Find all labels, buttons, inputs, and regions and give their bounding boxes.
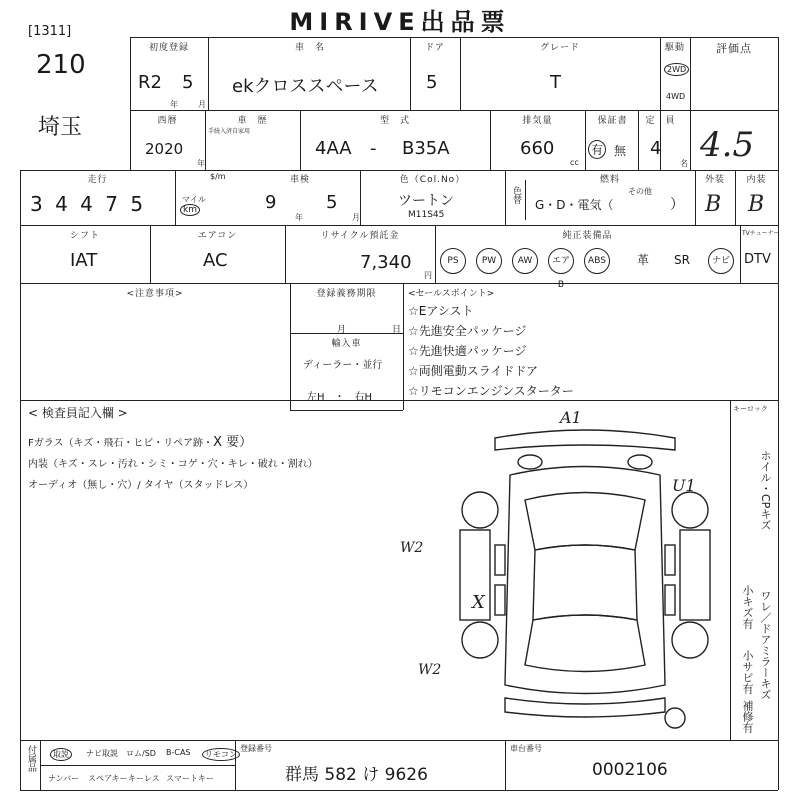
accessory-smart-key: スマートキー (166, 774, 214, 783)
reg-label: 初度登録 (148, 43, 189, 53)
sales-label: <セールスポイント> (408, 289, 495, 299)
year-unit: 年 (197, 159, 205, 168)
form-title: MIRIVE出品票 (289, 8, 511, 36)
door-label: ドア (425, 43, 445, 53)
inspect-label: 車検 (289, 175, 310, 185)
color: ツートン (398, 193, 454, 209)
color-code: M11S45 (408, 210, 445, 220)
accessory-navi-manual: ナビ取説 (86, 749, 118, 758)
fuel-close: ） (670, 197, 684, 213)
deadline-day: 日 (392, 325, 402, 335)
sales-point: ☆先進安全パッケージ (408, 324, 527, 338)
lot-number: 210 (36, 50, 86, 80)
ext-grade: B (705, 192, 722, 217)
drive-4wd: 4WD (666, 92, 686, 101)
lot-code: [1311] (28, 24, 72, 39)
equip-label: 純正装備品 (562, 231, 613, 241)
interior-line: 内装（キズ・スレ・汚れ・シミ・コゲ・穴・キレ・破れ・割れ） (28, 459, 318, 470)
month-label: 月 (198, 100, 206, 109)
score-label: 評価点 (716, 42, 752, 55)
reg-month: 5 (182, 72, 194, 93)
dealer-option: ディーラー・並行 (303, 360, 383, 371)
mileage-label: 走行 (87, 175, 108, 185)
reg-deadline-label: 登録義務期限 (316, 289, 377, 299)
equip-abs: ABS (584, 248, 610, 274)
inspect-month: 5 (326, 192, 338, 213)
grade: T (550, 72, 561, 93)
doors: 5 (426, 72, 438, 93)
ext-label: 外装 (704, 175, 725, 185)
warranty-no: 無 (614, 144, 627, 158)
ac-label: エアコン (197, 231, 238, 241)
displacement: 660 (520, 138, 555, 159)
mark-w2: W2 (400, 540, 424, 556)
model-name: ekクロススペース (232, 76, 379, 97)
type-prefix: 4AA (315, 138, 352, 159)
audio-tire-line: オーディオ（無し・穴）/ タイヤ（スタッドレス） (28, 480, 254, 491)
serial-label: 車台番号 (510, 744, 542, 753)
equip-airbag: エアB (548, 248, 574, 274)
mark-x: X (472, 592, 485, 613)
warranty-label: 保証書 (597, 116, 628, 126)
seats: 4 (650, 138, 662, 159)
equip-leather: 革 (636, 253, 649, 267)
region: 埼玉 (38, 115, 83, 140)
car-diagram (455, 420, 715, 730)
aircon: AC (203, 250, 228, 271)
seats-label: 定 員 (645, 116, 676, 126)
warranty-yes: 有 (588, 140, 606, 159)
mile-label: マイル (182, 195, 206, 204)
fuel-label: 燃料 (599, 175, 620, 185)
cc-label: 排気量 (522, 116, 553, 126)
reg-era: R2 (138, 72, 162, 93)
mileage-unit-label: $/m (210, 172, 226, 181)
int-grade: B (748, 192, 765, 217)
sales-point: ☆Eアシスト (408, 304, 474, 318)
tuner-label: TVチューナー (742, 230, 780, 237)
plate-label: 登録番号 (240, 744, 272, 753)
import-label: 輸入車 (331, 339, 362, 349)
color-swap-label: 色替 (511, 186, 521, 204)
accessory-plate: ナンバー (48, 774, 80, 783)
accessory-rom: ロム/SD (126, 749, 156, 758)
windshield-line: Fガラス（キズ・飛石・ヒビ・リペア跡・X 要） (28, 435, 253, 450)
equip-sr: SR (674, 253, 690, 267)
mark-w2: W2 (418, 662, 442, 678)
year: 2020 (145, 140, 184, 158)
mileage: 3 4 4 7 5 (30, 192, 147, 216)
legend-small-rust: 小サビ有 (741, 650, 754, 694)
sales-point: ☆リモコンエンジンスターター (408, 384, 574, 398)
cc-unit: cc (570, 158, 579, 167)
accessory-bcas: B-CAS (166, 748, 191, 757)
recycle-fee: 7,340 (360, 252, 412, 273)
history-note: 手続入済自家用 (208, 128, 251, 135)
equip-navi: ナビ (708, 248, 734, 274)
grade-label: グレード (539, 43, 580, 53)
history-label: 車 歴 (237, 116, 268, 126)
inspect-year-unit: 年 (295, 213, 303, 222)
handle-option: 左H ・ 右H (307, 392, 373, 403)
legend-crack: ワレ／ドアミラーキズ (759, 590, 772, 700)
year-label-2: 西暦 (157, 116, 178, 126)
equip-pw: PW (476, 248, 502, 274)
recycle-unit: 円 (424, 271, 432, 280)
model-label: 車 名 (294, 43, 325, 53)
accessory-label: 付属品 (26, 745, 36, 772)
sales-point: ☆両側電動スライドドア (408, 364, 539, 378)
accessory-remote: リモコン (202, 748, 240, 761)
accessory-spare-key: スペアキー (88, 774, 128, 783)
mark-u1: U1 (672, 476, 696, 495)
accessory-keyless: キーレス (128, 774, 160, 783)
score: 4.5 (700, 125, 755, 165)
legend-repair: 補修有 (741, 700, 754, 733)
keylock-label: キーロック (733, 405, 768, 413)
sales-point: ☆先進快適パッケージ (408, 344, 527, 358)
type-label: 型 式 (379, 116, 410, 126)
shift: IAT (70, 250, 98, 271)
int-label: 内装 (746, 175, 767, 185)
accessory-manual: 取説 (50, 748, 72, 761)
fuel-options: G・D・電気（ (535, 198, 614, 212)
type-code: B35A (402, 138, 450, 159)
inspect-month-unit: 月 (352, 213, 360, 222)
equip-ps: PS (440, 248, 466, 274)
tuner: DTV (744, 252, 771, 267)
mark-a1: A1 (560, 408, 582, 427)
equip-aw: AW (512, 248, 538, 274)
fuel-other: その他 (628, 187, 652, 196)
legend-wheel: ホイル・CPキズ (759, 450, 772, 531)
recycle-label: リサイクル預託金 (320, 231, 400, 241)
caution-label: <注意事項> (126, 289, 184, 299)
inspector-label: < 検査員記入欄 > (28, 406, 128, 420)
year-label: 年 (170, 100, 178, 109)
color-label: 色（Col.No） (399, 175, 466, 185)
plate-number: 群馬 582 け 9626 (285, 765, 428, 785)
legend-small-scratch: 小キズ有 (741, 585, 754, 629)
seats-unit: 名 (680, 159, 688, 168)
mileage-unit: km (180, 204, 200, 216)
deadline-month: 月 (337, 325, 347, 335)
type-dash: - (370, 138, 377, 159)
drive-2wd: 2WD (664, 63, 689, 76)
shift-label: シフト (69, 231, 100, 241)
serial-number: 0002106 (592, 760, 668, 780)
inspect-year: 9 (265, 192, 277, 213)
drive-label: 駆動 (664, 43, 685, 53)
